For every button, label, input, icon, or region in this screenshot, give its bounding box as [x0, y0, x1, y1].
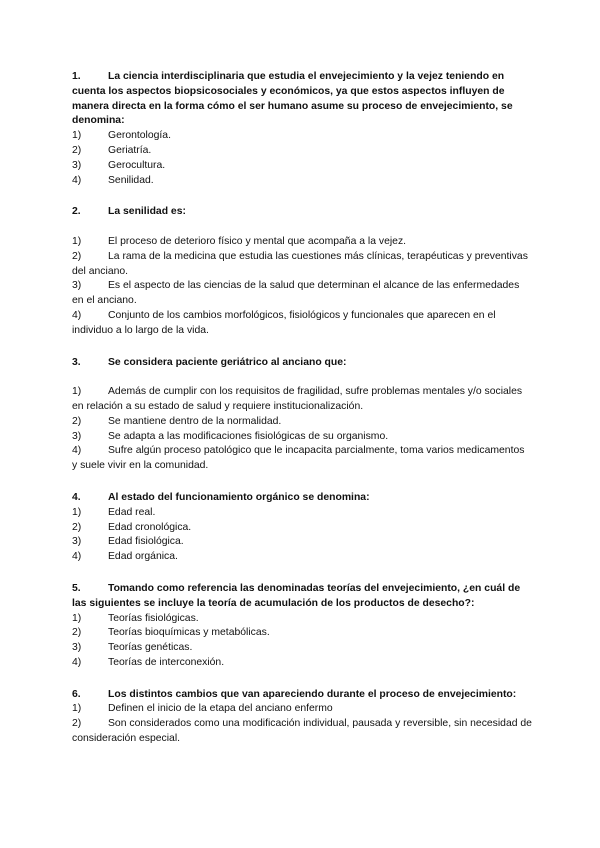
- question-text: Los distintos cambios que van apareciendo durante el proceso de envejecimiento:: [108, 688, 517, 700]
- option-number: 3): [72, 159, 82, 171]
- question-text: La ciencia interdisciplinaria que estudia el envejecimiento y la vejez teniendo en cuenta los aspectos biopsicosociales y económicos, ya que estos aspectos influyen de manera directa en la forma cómo el ser humano asume su proceso de envejecimiento, se denomina:: [72, 71, 513, 127]
- answer-option: [72, 702, 532, 717]
- question-number: 1.: [72, 71, 81, 82]
- question-text: Al estado del funcionamiento orgánico se denomina:: [108, 491, 370, 503]
- question-number: 2.: [72, 206, 81, 218]
- option-text: Teorías genéticas.: [108, 642, 193, 654]
- option-number: 3): [72, 642, 82, 654]
- option-text: Conjunto de los cambios morfológicos, fisiológicos y funcionales que aparecen en el individuo a lo largo de la vida.: [72, 309, 496, 336]
- option-text: Gerocultura.: [108, 159, 166, 171]
- answer-option: [72, 535, 532, 550]
- option-text: La rama de la medicina que estudia las cuestiones más clínicas, terapéuticas y preventivas del anciano.: [72, 250, 528, 277]
- answer-option: [72, 159, 532, 174]
- question-title: [72, 205, 532, 220]
- option-text: Edad orgánica.: [108, 551, 178, 563]
- answer-option: [72, 235, 532, 250]
- option-text: Definen el inicio de la etapa del anciano enfermo: [108, 703, 333, 715]
- question-title: [72, 70, 532, 129]
- option-text: Senilidad.: [108, 174, 154, 186]
- question-text: La senilidad es:: [108, 206, 186, 218]
- question-number: 6.: [72, 688, 81, 700]
- answer-option: [72, 612, 532, 627]
- answer-option: [72, 521, 532, 536]
- option-text: Teorías de interconexión.: [108, 656, 225, 668]
- question-5: [72, 582, 532, 671]
- answer-option: [72, 430, 532, 445]
- option-number: 1): [72, 506, 82, 518]
- answer-option: [72, 129, 532, 144]
- answer-option: [72, 174, 532, 189]
- option-number: 1): [72, 703, 82, 715]
- answer-option: [72, 641, 532, 656]
- option-number: 4): [72, 551, 82, 563]
- answer-option: [72, 279, 532, 309]
- option-number: 4): [72, 174, 82, 186]
- question-title: [72, 688, 532, 703]
- option-text: Gerontología.: [108, 130, 171, 142]
- option-text: Es el aspecto de las ciencias de la salud que determinan el alcance de las enfermedades en el anciano.: [72, 280, 520, 307]
- spacer: [72, 370, 532, 385]
- option-number: 4): [72, 656, 82, 668]
- option-text: Se mantiene dentro de la normalidad.: [108, 415, 282, 427]
- question-title: [72, 582, 532, 612]
- question-number: 5.: [72, 582, 81, 594]
- option-number: 2): [72, 627, 82, 639]
- option-number: 2): [72, 415, 82, 427]
- option-text: Geriatría.: [108, 144, 152, 156]
- answer-option: [72, 309, 532, 339]
- question-number: 4.: [72, 491, 81, 503]
- option-text: El proceso de deterioro físico y mental que acompaña a la vejez.: [108, 235, 407, 247]
- option-number: 2): [72, 250, 82, 262]
- option-text: Teorías fisiológicas.: [108, 612, 199, 624]
- answer-option: [72, 626, 532, 641]
- option-number: 2): [72, 521, 82, 533]
- option-number: 3): [72, 280, 82, 292]
- question-text: Tomando como referencia las denominadas teorías del envejecimiento, ¿en cuál de las siguientes se incluye la teoría de acumulación de los productos de desecho?:: [72, 582, 521, 609]
- answer-option: [72, 144, 532, 159]
- option-number: 3): [72, 430, 82, 442]
- answer-option: [72, 415, 532, 430]
- spacer: [72, 220, 532, 235]
- answer-option: [72, 444, 532, 474]
- option-text: Además de cumplir con los requisitos de fragilidad, sufre problemas mentales y/o sociales en relación a su estado de salud y requiere institucionalización.: [72, 386, 523, 412]
- question-list: [72, 70, 532, 764]
- answer-option: [72, 506, 532, 521]
- option-text: Sufre algún proceso patológico que le incapacita parcialmente, toma varios medicamentos y suele vivir en la comunidad.: [72, 445, 525, 472]
- answer-option: [72, 656, 532, 671]
- option-text: Teorías bioquímicas y metabólicas.: [108, 627, 270, 639]
- answer-option: [72, 250, 532, 280]
- question-number: 3.: [72, 356, 81, 368]
- option-number: 4): [72, 309, 82, 321]
- option-number: 1): [72, 235, 82, 247]
- option-number: 2): [72, 144, 82, 156]
- question-text: Se considera paciente geriátrico al anciano que:: [108, 356, 347, 368]
- option-number: 4): [72, 445, 82, 457]
- option-text: Edad real.: [108, 506, 156, 518]
- question-3: [72, 356, 532, 474]
- answer-option: [72, 385, 532, 415]
- option-number: 1): [72, 386, 82, 398]
- option-number: 3): [72, 536, 82, 548]
- question-6: [72, 688, 532, 747]
- question-title: [72, 356, 532, 371]
- question-1: [72, 70, 532, 188]
- option-text: Edad fisiológica.: [108, 536, 184, 548]
- option-number: 2): [72, 718, 82, 730]
- answer-option: [72, 717, 532, 747]
- question-4: [72, 491, 532, 565]
- option-text: Se adapta a las modificaciones fisiológicas de su organismo.: [108, 430, 389, 442]
- question-2: [72, 205, 532, 338]
- option-number: 1): [72, 130, 82, 142]
- option-text: Edad cronológica.: [108, 521, 192, 533]
- option-text: Son considerados como una modificación individual, pausada y reversible, sin necesidad de consideración especial.: [72, 718, 532, 745]
- question-title: [72, 491, 532, 506]
- option-number: 1): [72, 612, 82, 624]
- answer-option: [72, 550, 532, 565]
